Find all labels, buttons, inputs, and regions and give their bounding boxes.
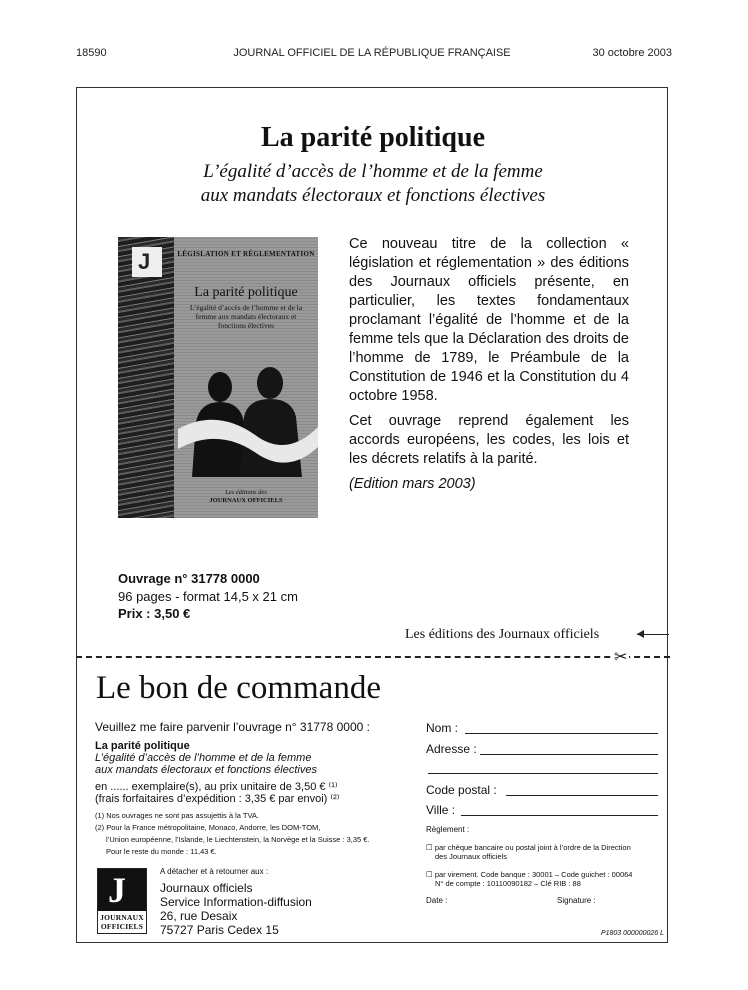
form-reference: P1803 000000026 L: [600, 930, 664, 937]
return-address: [160, 881, 312, 937]
reglement-label: Règlement :: [426, 825, 470, 834]
date-label: Date :: [426, 896, 448, 905]
cut-line: [76, 656, 670, 658]
product-price: Prix : 3,50 €: [118, 606, 191, 621]
order-quantity-line[interactable]: en ...... exemplaire(s), au prix unitaire de 3,50 € ⁽¹⁾: [95, 781, 338, 793]
nom-field[interactable]: [465, 733, 658, 734]
order-book-sub-1: L’égalité d’accès de l’homme et de la femme: [95, 752, 312, 764]
payment-cheque[interactable]: ☐ par chèque bancaire ou postal joint à l’ordre de la Direction des Journaux officiels: [426, 843, 631, 861]
edition-note: (Edition mars 2003): [349, 476, 476, 492]
ad-description: [349, 235, 629, 500]
code-postal-label: Code postal :: [426, 783, 497, 797]
journaux-officiels-logo: [97, 868, 147, 934]
cover-silhouettes-image: [178, 367, 318, 477]
cover-collection: LÉGISLATION ET RÉGLEMENTATION: [177, 250, 315, 258]
footnote-2c: Pour le reste du monde : 11,43 €.: [106, 847, 217, 856]
footnote-2a: (2) Pour la France métropolitaine, Monaco, Andorre, les DOM-TOM,: [95, 823, 321, 832]
description-paragraph-1: Ce nouveau titre de la collection « législation et réglementation » des éditions des Journaux officiels présente, en particulier, les textes fondamentaux proclamant l’égalité de l’homme et de la femme tels que la Déclaration des droits de l’homme de 1789, le Préambule de la Constitution de 1946 et la Constitution du 4 octobre 1958.: [349, 236, 629, 404]
jo-logo-mark-icon: J: [98, 869, 146, 911]
code-postal-field[interactable]: [506, 795, 658, 796]
address-line-2: Service Information-diffusion: [160, 895, 312, 909]
virement-checkbox-icon[interactable]: ☐: [426, 870, 435, 879]
product-format: 96 pages - format 14,5 x 21 cm: [118, 588, 298, 604]
cover-title: La parité politique: [194, 285, 298, 300]
nom-label: Nom :: [426, 721, 459, 735]
payment-virement[interactable]: ☐ par virement. Code banque : 30001 – Code guichet : 00064 N° de compte : 10110090182 – Clé RIB : 88: [426, 870, 633, 888]
publisher-line: Les éditions des Journaux officiels: [405, 627, 600, 642]
journal-title: JOURNAL OFFICIEL DE LA RÉPUBLIQUE FRANÇAISE: [233, 47, 511, 59]
product-number: Ouvrage n° 31778 0000: [118, 571, 260, 586]
order-request: Veuillez me faire parvenir l’ouvrage n° 31778 0000 :: [95, 720, 370, 734]
cover-band: [118, 237, 174, 518]
jo-logo-label-2: OFFICIELS: [100, 922, 144, 931]
address-line-3: 26, rue Desaix: [160, 909, 238, 923]
description-paragraph-2: Cet ouvrage reprend également les accords européens, les codes, les lois et les décrets relatifs à la parité.: [349, 413, 629, 467]
ville-label: Ville :: [426, 803, 456, 817]
issue-date: 30 octobre 2003: [592, 47, 672, 59]
book-cover-image: [118, 237, 318, 518]
footnote-2b: l’Union européenne, l’Islande, le Liechtenstein, la Norvège et la Suisse : 3,35 €.: [106, 835, 370, 844]
ad-subtitle: [76, 160, 670, 208]
ad-title: La parité politique: [260, 122, 485, 153]
order-form-heading: Le bon de commande: [96, 670, 381, 706]
arrow-left-icon: [637, 634, 669, 635]
ad-subtitle-line-2: aux mandats électoraux et fonctions électives: [200, 185, 546, 206]
cover-publisher-2: JOURNAUX OFFICIELS: [209, 497, 283, 504]
product-info: [118, 570, 298, 623]
order-book-sub-2: aux mandats électoraux et fonctions électives: [95, 764, 317, 776]
cover-publisher-1: Les éditions des: [225, 489, 267, 496]
footnote-1: (1) Nos ouvrages ne sont pas assujettis à la TVA.: [95, 811, 259, 820]
jo-logo-label-1: JOURNAUX: [100, 913, 144, 922]
ad-subtitle-line-1: L’égalité d’accès de l’homme et de la femme: [203, 161, 543, 182]
adresse-label: Adresse :: [426, 742, 477, 756]
address-line-1: Journaux officiels: [160, 881, 253, 895]
cover-subtitle: L’égalité d’accès de l’homme et de la femme aux mandats électoraux et fonctions électives: [189, 303, 303, 330]
order-book-title: La parité politique: [95, 740, 190, 752]
adresse-field-line-2[interactable]: [428, 773, 658, 774]
detach-instruction: A détacher et à retourner aux :: [160, 867, 269, 876]
address-line-4: 75727 Paris Cedex 15: [160, 923, 279, 937]
cheque-checkbox-icon[interactable]: ☐: [426, 843, 435, 852]
adresse-field[interactable]: [480, 754, 658, 755]
page-number: 18590: [76, 47, 107, 59]
scissors-icon: ✂: [614, 649, 628, 666]
ville-field[interactable]: [461, 815, 658, 816]
order-shipping-line: (frais forfaitaires d’expédition : 3,35 € par envoi) ⁽²⁾: [95, 793, 340, 805]
cover-logo-icon: J: [132, 247, 162, 277]
signature-label: Signature :: [557, 896, 596, 905]
